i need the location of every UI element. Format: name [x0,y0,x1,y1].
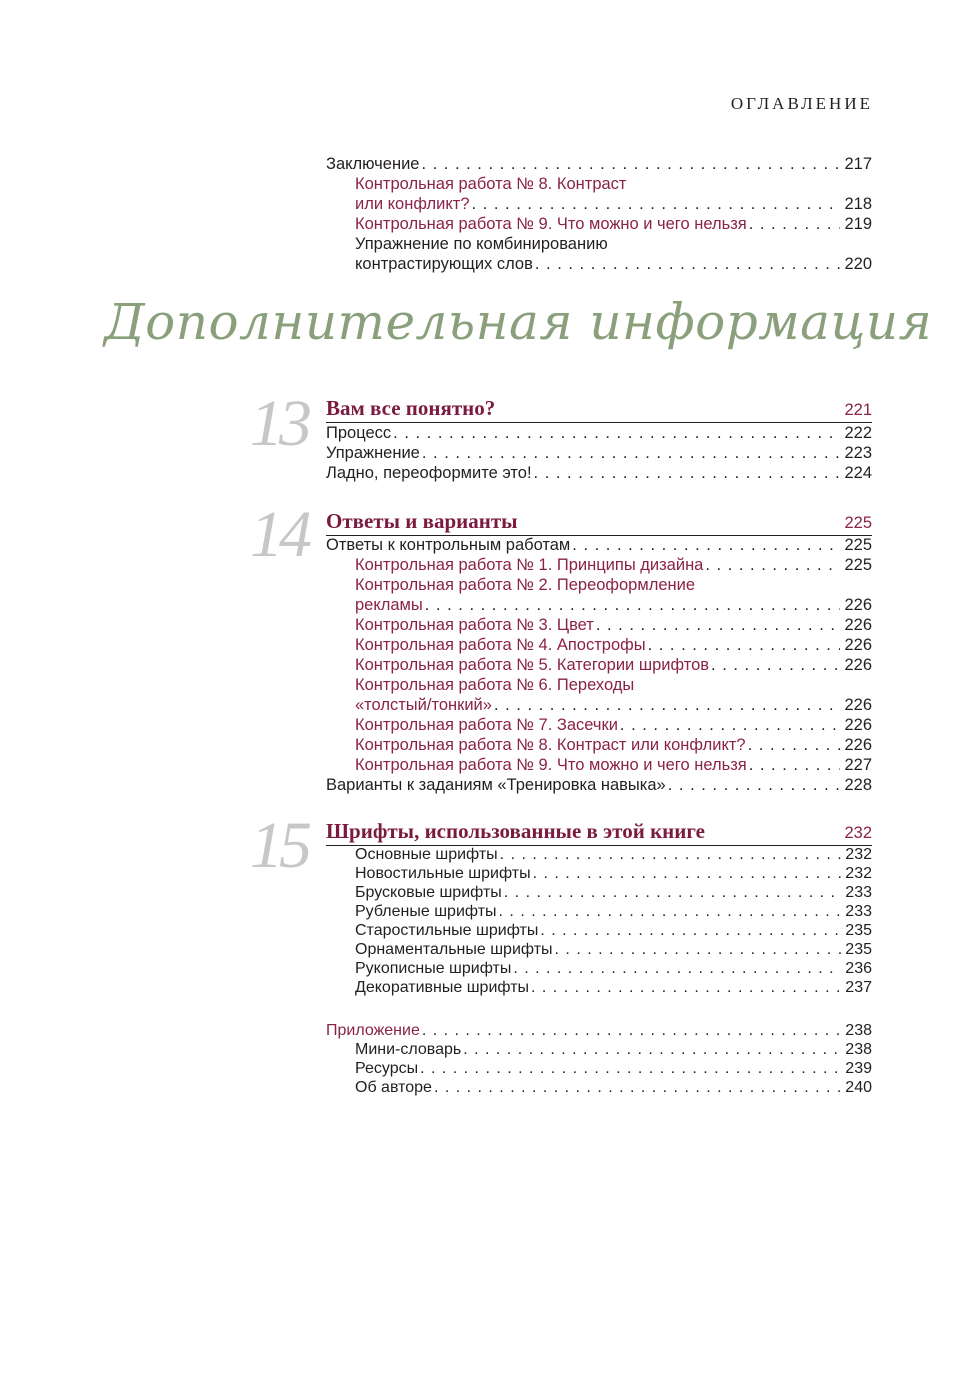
toc-entry[interactable] [326,254,872,274]
toc-entry-title: Контрольная работа № 7. Засечки [355,716,618,734]
toc-entry-title: Варианты к заданиям «Тренировка навыка» [326,776,666,794]
toc-entry[interactable] [326,921,872,940]
toc-entry[interactable] [326,755,872,775]
toc-entry-page: 226 [844,736,872,754]
toc-entry[interactable] [326,595,872,615]
toc-entry[interactable] [326,883,872,902]
toc-entry-page: 226 [844,716,872,734]
toc-entry-page: 220 [844,255,872,273]
toc-prev-block [326,154,872,274]
chapter-heading[interactable] [326,509,872,536]
toc-entry-page: 238 [845,1041,872,1058]
toc-entry-page: 236 [845,960,872,977]
toc-entry[interactable] [326,423,872,443]
toc-entry[interactable] [326,214,872,234]
toc-entry-page: 232 [845,865,872,882]
toc-entry-title: рекламы [355,596,423,614]
chapter-page: 232 [844,824,872,842]
toc-entry-page: 219 [844,215,872,233]
toc-entry[interactable] [326,555,872,575]
chapter-heading[interactable] [326,819,872,846]
toc-entry-title: Ответы к контрольным работам [326,536,571,554]
toc-ch15-block [326,845,872,997]
toc-entry-title: Заключение [326,155,420,173]
toc-entry-page: 235 [845,941,872,958]
toc-entry[interactable] [326,940,872,959]
chapter-number: 13 [250,387,308,460]
toc-entry-title: Основные шрифты [355,846,498,863]
toc-entry-page: 217 [844,155,872,173]
toc-entry-title: Ладно, переоформите это! [326,464,532,482]
toc-entry[interactable] [326,1021,872,1040]
toc-entry[interactable] [326,535,872,555]
toc-entry[interactable] [326,845,872,864]
toc-entry[interactable] [326,1059,872,1078]
toc-entry-title-line[interactable]: Контрольная работа № 8. Контраст [355,175,627,193]
toc-entry-title: Ресурсы [355,1060,419,1077]
toc-entry-title: Контрольная работа № 1. Принципы дизайна [355,556,704,574]
toc-entry-title: Контрольная работа № 9. Что можно и чего нельзя [355,215,747,233]
chapter-page: 221 [844,401,872,419]
toc-entry[interactable] [326,463,872,483]
toc-entry-title: Рукописные шрифты [355,960,512,977]
toc-entry[interactable] [326,864,872,883]
toc-entry[interactable] [326,735,872,755]
toc-entry-page: 228 [844,776,872,794]
toc-entry[interactable] [326,715,872,735]
toc-entry-title-line[interactable]: Упражнение по комбинированию [355,235,608,253]
toc-entry-title: Мини-словарь [355,1041,462,1058]
toc-entry-title: Брусковые шрифты [355,884,502,901]
toc-entry-page: 233 [845,884,872,901]
toc-entry-page: 233 [845,903,872,920]
toc-entry-page: 226 [844,596,872,614]
toc-entry-page: 224 [844,464,872,482]
toc-entry-page: 235 [845,922,872,939]
toc-entry[interactable] [326,775,872,795]
toc-entry-title: Новостильные шрифты [355,865,531,882]
toc-entry-page: 240 [845,1079,872,1096]
chapter-title: Вам все понятно? [326,396,496,420]
toc-entry-page: 223 [844,444,872,462]
toc-entry-title: Приложение [326,1022,420,1039]
toc-entry-page: 227 [844,756,872,774]
toc-entry-page: 239 [845,1060,872,1077]
toc-ch13-block [326,423,872,483]
toc-entry[interactable] [326,615,872,635]
toc-entry-page: 226 [844,656,872,674]
chapter-number: 14 [250,498,308,571]
chapter-page: 225 [844,514,872,532]
toc-entry-title: Об авторе [355,1079,432,1096]
toc-entry-page: 222 [844,424,872,442]
chapter-number: 15 [250,809,308,882]
toc-entry-page: 237 [845,979,872,996]
toc-entry-title: «толстый/тонкий» [355,696,492,714]
toc-entry-page: 226 [844,636,872,654]
toc-entry[interactable] [326,1078,872,1097]
toc-appendix-block [326,1021,872,1097]
toc-entry-title: Контрольная работа № 8. Контраст или конфликт? [355,736,746,754]
toc-entry-title-line[interactable]: Контрольная работа № 6. Переходы [355,676,635,694]
toc-entry-page: 226 [844,696,872,714]
chapter-title: Ответы и варианты [326,509,518,533]
toc-entry-title: Упражнение [326,444,420,462]
toc-entry-title: Старостильные шрифты [355,922,539,939]
toc-entry-title: Контрольная работа № 9. Что можно и чего нельзя [355,756,747,774]
toc-entry-page: 218 [844,195,872,213]
toc-entry-page: 238 [845,1022,872,1039]
toc-entry-page: 226 [844,616,872,634]
toc-entry-title: или конфликт? [355,195,470,213]
toc-entry-title: Контрольная работа № 5. Категории шрифтов [355,656,710,674]
toc-entry-page: 232 [845,846,872,863]
toc-entry[interactable] [326,1040,872,1059]
chapter-title: Шрифты, использованные в этой книге [326,819,705,843]
running-head: ОГЛАВЛЕНИЕ [730,94,873,113]
toc-entry[interactable] [326,959,872,978]
chapter-heading[interactable] [326,396,872,423]
toc-entry[interactable] [326,695,872,715]
toc-entry-page: 225 [844,556,872,574]
toc-entry[interactable] [326,154,872,174]
toc-entry-title: Рубленые шрифты [355,903,497,920]
toc-ch14-block [326,535,872,795]
toc-entry-title: Орнаментальные шрифты [355,941,553,958]
toc-entry-title: Декоративные шрифты [355,979,530,996]
toc-entry[interactable] [326,194,872,214]
toc-entry-title-line[interactable]: Контрольная работа № 2. Переоформление [355,576,696,594]
toc-entry-title: Контрольная работа № 3. Цвет [355,616,594,634]
toc-entry-title: контрастирующих слов [355,255,533,273]
toc-entry-title: Контрольная работа № 4. Апострофы [355,636,646,654]
toc-entry[interactable] [326,655,872,675]
toc-entry-page: 225 [844,536,872,554]
toc-entry[interactable] [326,902,872,921]
toc-entry-title: Процесс [326,424,392,442]
toc-entry[interactable] [326,635,872,655]
toc-entry[interactable] [326,978,872,997]
section-title: Дополнительная информация [104,293,933,351]
toc-entry[interactable] [326,443,872,463]
